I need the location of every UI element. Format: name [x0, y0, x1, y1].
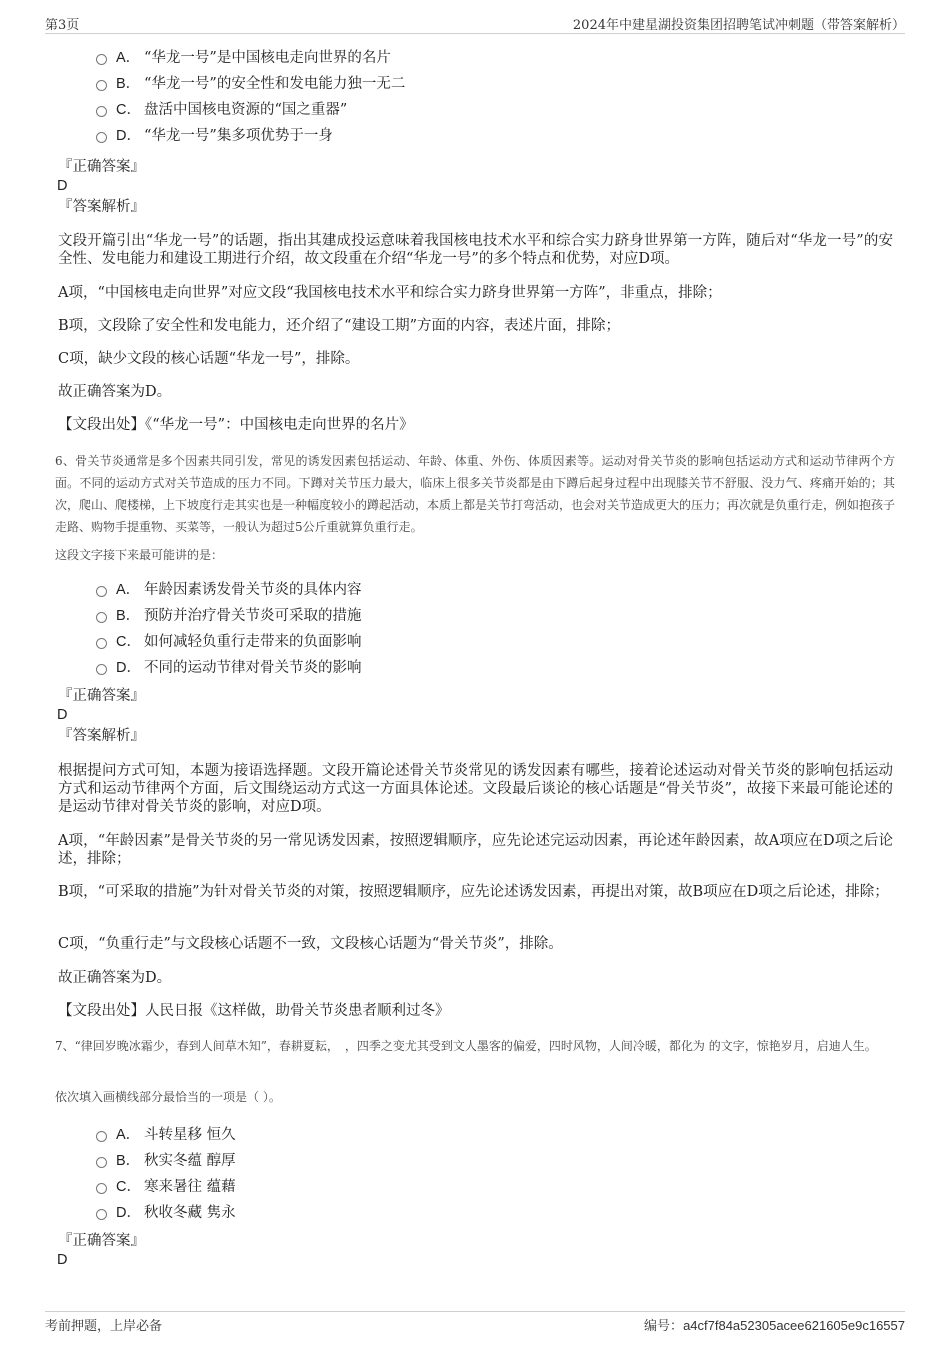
q5-analysis-label: 『答案解析』	[58, 199, 145, 215]
q6-analysis-5: 故正确答案为D。	[58, 970, 172, 986]
q5-answer-label: 『正确答案』	[58, 159, 145, 175]
radio-icon[interactable]	[96, 132, 107, 143]
q6-source: 【文段出处】人民日报《这样做，助骨关节炎患者顺利过冬》	[58, 1003, 450, 1019]
radio-icon[interactable]	[96, 1209, 107, 1220]
radio-icon[interactable]	[96, 54, 107, 65]
radio-icon[interactable]	[96, 1157, 107, 1168]
radio-icon[interactable]	[96, 1183, 107, 1194]
code-value: a4cf7f84a52305acee621605e9c16557	[683, 1318, 905, 1333]
q6-answer: D	[57, 707, 68, 723]
q6-analysis-3: B项，“可采取的措施”为针对骨关节炎的对策，按照逻辑顺序，应先论述诱发因素，再提出对策，故B项应在D项之后论述，排除；	[58, 884, 889, 900]
q5-analysis-1: 文段开篇引出“华龙一号”的话题，指出其建成投运意味着我国核电技术水平和综合实力跻身世界第一方阵，随后对“华龙一号”的安全性、发电能力和建设工期进行介绍，故文段重在介绍“华龙一号”的多个特点和优势，对应D项。	[58, 233, 893, 267]
q6-answer-label: 『正确答案』	[58, 688, 145, 704]
radio-icon[interactable]	[96, 664, 107, 675]
page-footer	[45, 1311, 905, 1334]
q6-stem: 6、骨关节炎通常是多个因素共同引发，常见的诱发因素包括运动、年龄、体重、外伤、体质因素等。运动对骨关节炎的影响包括运动方式和运动节律两个方面。不同的运动方式对关节造成的压力不同。下蹲对关节压力最大，临床上很多关节炎都是由下蹲后起身过程中出现膝关节不舒服、没力气、疼痛开始的；其次，爬山、爬楼梯，上下坡度行走其实也是一种幅度较小的蹲起活动，本质上都是关节打弯活动，也会对关节造成更大的压力；再次就是负重行走，例如抱孩子走路、购物手提重物、买菜等，一般认为超过5公斤重就算负重行走。	[55, 454, 896, 534]
q7-answer: D	[57, 1252, 68, 1268]
q6-analysis-2: A项，“年龄因素”是骨关节炎的另一常见诱发因素，按照逻辑顺序，应先论述完运动因素，再论述年龄因素，故A项应在D项之后论述，排除；	[58, 833, 893, 867]
q6-question: 这段文字接下来最可能讲的是：	[55, 548, 224, 562]
code-label: 编号：	[644, 1319, 684, 1334]
radio-icon[interactable]	[96, 80, 107, 91]
q5-analysis-5: 故正确答案为D。	[58, 384, 172, 400]
radio-icon[interactable]	[96, 1131, 107, 1142]
page-number: 第3页	[45, 18, 80, 33]
radio-icon[interactable]	[96, 106, 107, 117]
q6-analysis-1: 根据提问方式可知，本题为接语选择题。文段开篇论述骨关节炎常见的诱发因素有哪些，接着论述运动对骨关节炎的影响包括运动方式和运动节律两个方面，后文围绕运动方式这一方面具体论述。文段最后谈论的核心话题是“骨关节炎”，故接下来最可能论述的是运动节律对骨关节炎的影响，对应D项。	[58, 763, 893, 815]
q5-source: 【文段出处】《“华龙一号”：中国核电走向世界的名片》	[58, 417, 414, 433]
q5-analysis-3: B项，文段除了安全性和发电能力，还介绍了“建设工期”方面的内容，表述片面，排除；	[58, 318, 620, 334]
radio-icon[interactable]	[96, 638, 107, 649]
document-code	[644, 1315, 905, 1334]
q7-stem: 7、“律回岁晚冰霜少，春到人间草木知”，春耕夏耘， ，四季之变尤其受到文人墨客的偏爱，四时风物，人间冷暖，都化为 的文字，惊艳岁月，启迪人生。	[55, 1039, 877, 1053]
q6-analysis-label: 『答案解析』	[58, 728, 145, 744]
page-header	[45, 14, 905, 34]
footer-slogan: 考前押题，上岸必备	[45, 1319, 163, 1334]
radio-icon[interactable]	[96, 586, 107, 597]
q5-analysis-4: C项，缺少文段的核心话题“华龙一号”，排除。	[58, 351, 360, 367]
q7-answer-label: 『正确答案』	[58, 1233, 145, 1249]
q6-analysis-4: C项，“负重行走”与文段核心话题不一致，文段核心话题为“骨关节炎”，排除。	[58, 936, 563, 952]
q5-answer: D	[57, 178, 68, 194]
q7-question: 依次填入画横线部分最恰当的一项是（ ）。	[55, 1090, 281, 1104]
radio-icon[interactable]	[96, 612, 107, 623]
q5-analysis-2: A项，“中国核电走向世界”对应文段“我国核电技术水平和综合实力跻身世界第一方阵”，非重点，排除；	[58, 285, 722, 301]
document-title: 2024年中建星湖投资集团招聘笔试冲刺题（带答案解析）	[572, 18, 905, 33]
